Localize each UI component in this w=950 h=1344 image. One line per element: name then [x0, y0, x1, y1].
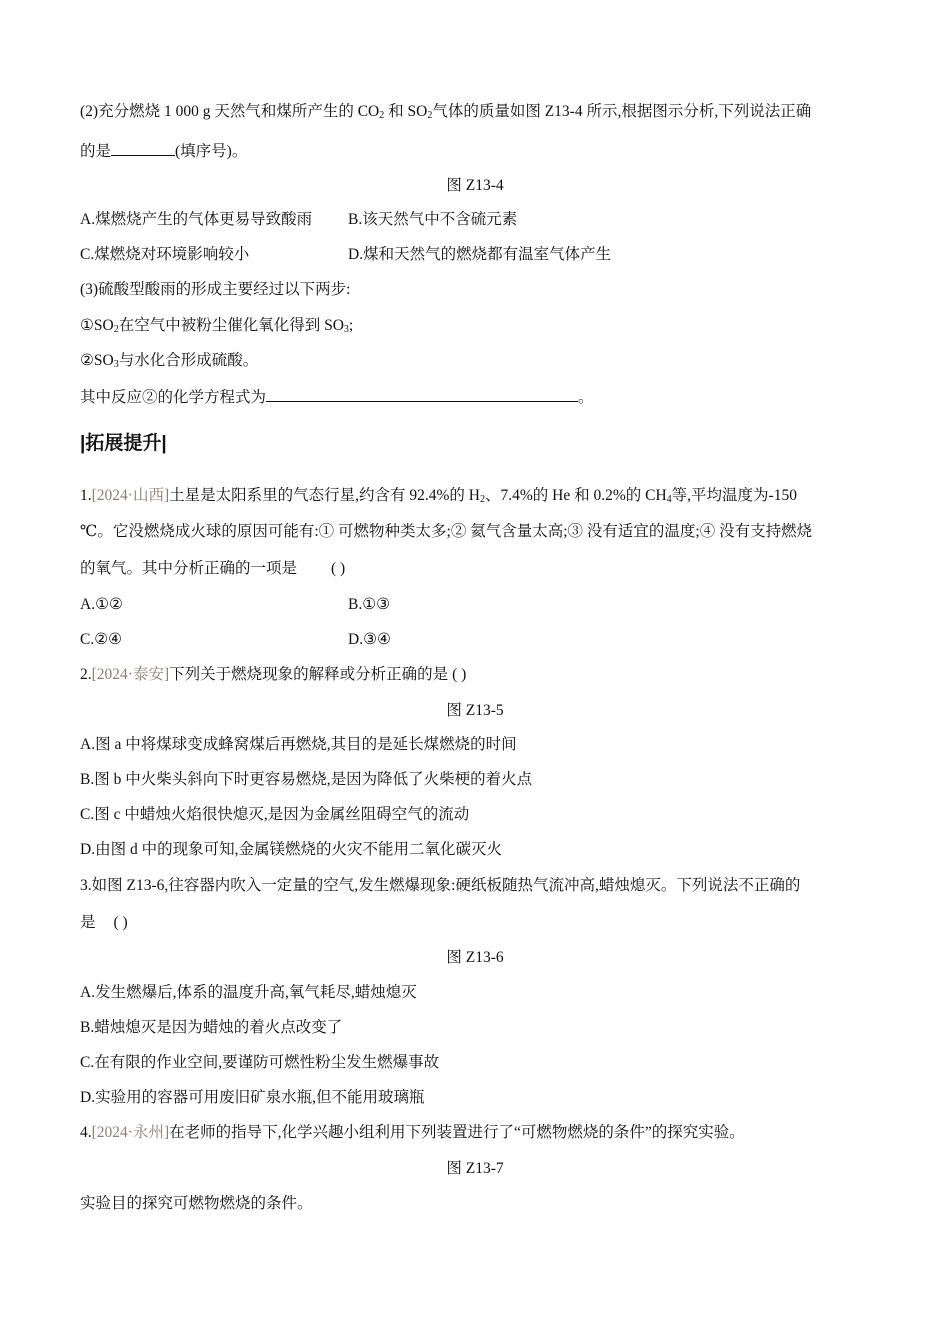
option-d: D.③④: [348, 631, 391, 648]
option-b: B.该天然气中不含硫元素: [348, 211, 518, 228]
problem-4-line2: 实验目的探究可燃物燃烧的条件。: [80, 1195, 313, 1212]
option-d: D.由图 d 中的现象可知,金属镁燃烧的火灾不能用二氧化碳灭火: [80, 841, 502, 858]
option-c: C.②④: [80, 631, 123, 648]
option-c: C.煤燃烧对环境影响较小: [80, 246, 250, 263]
problem-1-line1: 1.[2024·山西]土星是太阳系里的气态行星,约含有 92.4%的 $H_2$、7.4%的 He 和 0.2%的 $CH_4$等,平均温度为-150: [80, 487, 797, 505]
source-tag: [2024·泰安]: [91, 666, 170, 683]
option-d: D.煤和天然气的燃烧都有温室气体产生: [348, 246, 612, 263]
problem-3-line1: 3.如图 Z13-6,往容器内吹入一定量的空气,发生燃爆现象:硬纸板随热气流冲高,蜡烛熄灭。下列说法不正确的: [80, 877, 801, 894]
source-tag: [2024·永州]: [91, 1124, 170, 1141]
answer-paren[interactable]: ( ): [452, 666, 467, 683]
option-b: B.蜡烛熄灭是因为蜡烛的着火点改变了: [80, 1019, 343, 1036]
question-part3: (3)硫酸型酸雨的形成主要经过以下两步:: [80, 281, 351, 298]
problem-3-line2: 是 ( ): [80, 914, 128, 931]
equation-blank[interactable]: [266, 386, 578, 402]
option-a: A.图 a 中将煤球变成蜂窝煤后再燃烧,其目的是延长煤燃烧的时间: [80, 736, 517, 753]
problem-1-line2: ℃。它没燃烧成火球的原因可能有:① 可燃物种类太多;② 氦气含量太高;③ 没有适宜的温度;④ 没有支持燃烧: [80, 523, 813, 540]
option-a: A.①②: [80, 596, 123, 613]
answer-paren[interactable]: ( ): [113, 914, 128, 931]
source-tag: [2024·山西]: [91, 487, 170, 504]
figure-label: 图 Z13-4: [446, 177, 504, 194]
option-b: B.图 b 中火柴头斜向下时更容易燃烧,是因为降低了火柴梗的着火点: [80, 771, 533, 788]
step-2: $②SO_3$与水化合形成硫酸。: [80, 352, 259, 370]
equation-line: 其中反应②的化学方程式为 。: [80, 386, 594, 408]
question-part2-line1: (2)充分燃烧 1 000 g 天然气和煤所产生的 $CO_2$ 和 $SO_2$气体的质量如图 Z13-4 所示,根据图示分析,下列说法正确: [80, 103, 812, 121]
option-b: B.①③: [348, 596, 391, 613]
option-d: D.实验用的容器可用废旧矿泉水瓶,但不能用玻璃瓶: [80, 1089, 425, 1106]
figure-label: 图 Z13-7: [446, 1160, 504, 1177]
problem-1-line3: 的氧气。其中分析正确的一项是 ( ): [80, 560, 346, 577]
answer-blank[interactable]: [111, 140, 175, 156]
problem-2-stem: 2.[2024·泰安]下列关于燃烧现象的解释或分析正确的是 ( ): [80, 666, 467, 683]
option-c: C.在有限的作业空间,要谨防可燃性粉尘发生燃爆事故: [80, 1054, 440, 1071]
section-heading: |拓展提升|: [80, 433, 167, 454]
step-1: $①SO_2$在空气中被粉尘催化氧化得到 $SO_3$;: [80, 317, 354, 335]
option-a: A.发生燃爆后,体系的温度升高,氧气耗尽,蜡烛熄灭: [80, 984, 417, 1001]
figure-label: 图 Z13-5: [446, 702, 504, 719]
problem-4-stem: 4.[2024·永州]在老师的指导下,化学兴趣小组利用下列装置进行了“可燃物燃烧的条件”的探究实验。: [80, 1124, 745, 1141]
question-part2-line2: 的是 (填序号)。: [80, 140, 247, 162]
figure-label: 图 Z13-6: [446, 949, 504, 966]
option-a: A.煤燃烧产生的气体更易导致酸雨: [80, 211, 313, 228]
option-c: C.图 c 中蜡烛火焰很快熄灭,是因为金属丝阻碍空气的流动: [80, 806, 470, 823]
answer-paren[interactable]: ( ): [331, 560, 346, 577]
